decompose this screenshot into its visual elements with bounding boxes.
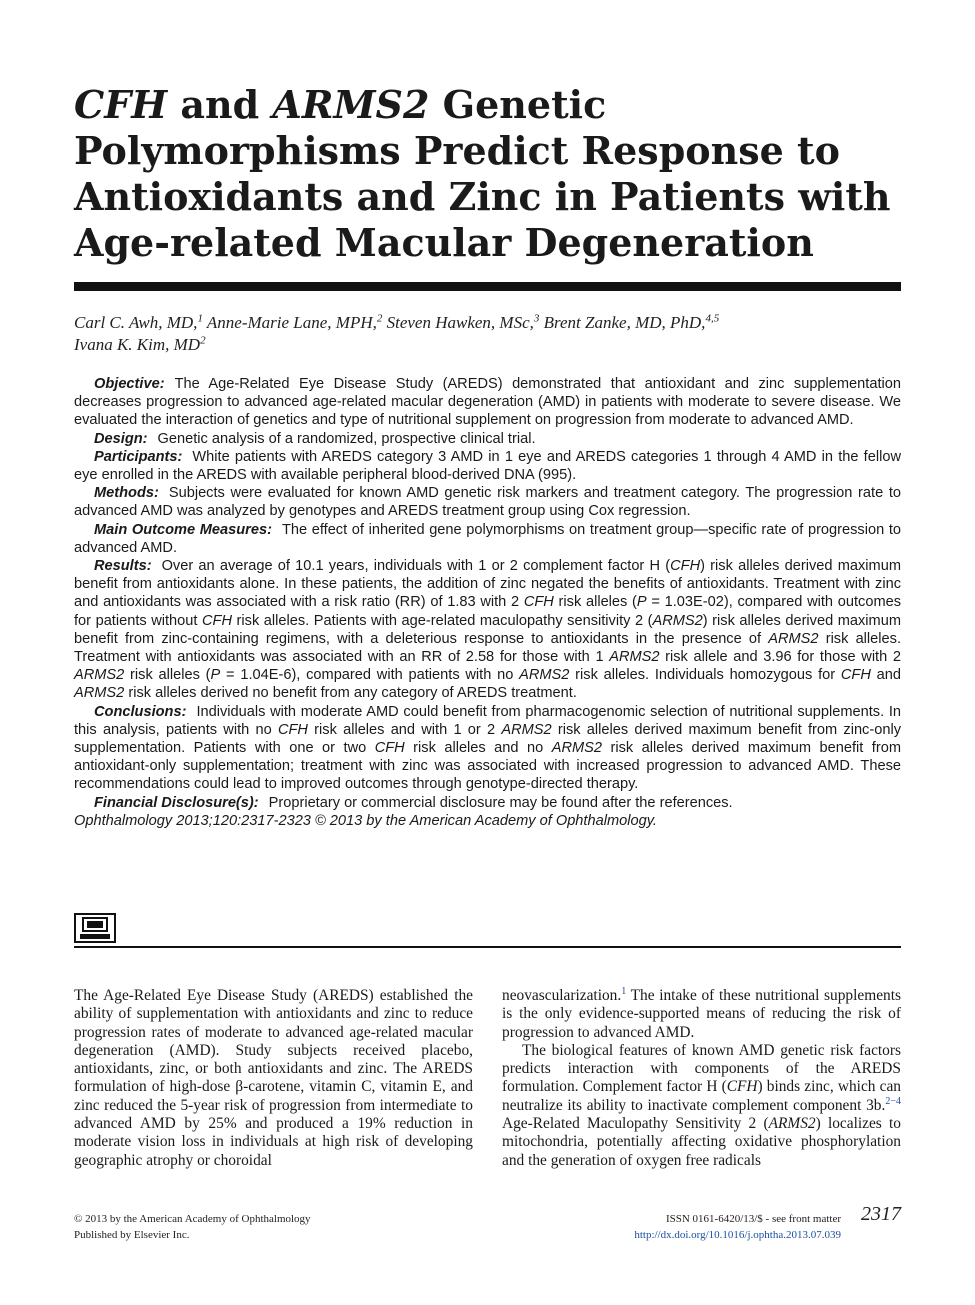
design-label: Design: [94, 430, 148, 447]
results-text: risk allele and 3.96 for those with 2 [659, 649, 901, 666]
conclusions-text: risk alleles and no [404, 740, 552, 757]
gene-term: ARMS2 [551, 740, 602, 757]
body-paragraph [502, 1042, 901, 1170]
results-text: risk alleles. Individuals homozygous for [569, 667, 841, 684]
gene-term: ARMS2 [74, 667, 125, 684]
results-text: = 1.04E-6), compared with patients with no [220, 667, 520, 684]
disclosure-label: Financial Disclosure(s): [94, 794, 259, 811]
body-text: The intake of these nutritional supplements is the only evidence-supported means of reducing the risk of progression to advanced AMD. [502, 987, 901, 1041]
results-text: risk alleles. Treatment with antioxidants was associated with an RR of 2.58 for those with 1 [74, 630, 901, 666]
title-and: and [167, 82, 273, 127]
gene-term: CFH [726, 1078, 758, 1096]
footer-copyright [74, 1211, 311, 1243]
page-number: 2317 [861, 1203, 901, 1225]
abstract-conclusions [74, 703, 901, 794]
author-affiliation: 3 [533, 312, 540, 325]
conclusions-text: risk alleles derived maximum benefit from zinc-only supplementation. Patients with one or two [74, 721, 901, 757]
methods-text: Subjects were evaluated for known AMD genetic risk markers and treatment category. The progression rate to advanced AMD was analyzed by genotypes and AREDS treatment group using Cox regression. [74, 485, 901, 520]
gene-term: ARMS2 [768, 1115, 816, 1133]
author-name: Carl C. Awh, MD, [74, 313, 198, 332]
design-text: Genetic analysis of a randomized, prospective clinical trial. [157, 430, 536, 447]
journal-citation: Ophthalmology 2013;120:2317-2323 © 2013 by the American Academy of Ophthalmology. [74, 812, 657, 829]
article-title [74, 82, 914, 266]
reference-link[interactable]: 1 [621, 985, 627, 997]
gene-term: ARMS2 [609, 649, 660, 666]
results-label: Results: [94, 558, 152, 575]
gene-term: CFH [277, 721, 308, 738]
conclusions-text: risk alleles derived maximum benefit from antioxidant-only supplementation; treatment with zinc was associated with increased progression to advanced AMD. These recommendations could lead to improved outcomes through genotype-directed therapy. [74, 740, 901, 793]
title-rest: Genetic Polymorphisms Predict Response to Antioxidants and Zinc in Patients with Age-related Macular Degeneration [74, 82, 891, 265]
conclusions-text: Individuals with moderate AMD could benefit from pharmacogenomic selection of nutritional supplements. In this analysis, patients with no [74, 703, 901, 738]
abstract [74, 375, 901, 830]
outcome-label: Main Outcome Measures: [94, 521, 272, 538]
gene-term: ARMS2 [519, 667, 570, 684]
author-name: Brent Zanke, MD, PhD, [543, 313, 706, 332]
issn-line: ISSN 0161-6420/13/$ - see front matter [665, 1213, 841, 1225]
abstract-divider [74, 946, 901, 948]
conclusions-label: Conclusions: [94, 703, 187, 720]
abstract-methods [74, 484, 901, 520]
participants-text: White patients with AREDS category 3 AMD in 1 eye and AREDS categories 1 through 4 AMD in the fellow eye enrolled in the AREDS with available peripheral blood-derived DNA (995). [74, 448, 901, 484]
body-column-right [502, 987, 901, 1170]
body-column-left [74, 987, 473, 1170]
gene-term: ARMS2 [74, 685, 125, 702]
author-name: Ivana K. Kim, MD [74, 335, 201, 354]
reference-link[interactable]: 2−4 [885, 1095, 901, 1107]
body-text: ) localizes to mitochondria, potentially affecting oxidative phosphorylation and the generation of oxygen free radicals [502, 1115, 901, 1169]
results-text: = 1.03E-02), compared with outcomes for patients without [74, 594, 902, 629]
methods-label: Methods: [94, 485, 159, 502]
results-text: risk alleles ( [553, 594, 637, 611]
author-affiliation: 1 [197, 312, 203, 325]
gene-term: ARMS2 [768, 630, 819, 647]
body-text: ) binds zinc, which can neutralize its ability to inactivate complement component 3b. [502, 1078, 901, 1114]
title-gene-arms2: ARMS2 [272, 82, 430, 127]
p-value-symbol: P [210, 667, 221, 684]
gene-term: ARMS2 [652, 612, 703, 629]
title-divider [74, 282, 901, 291]
objective-label: Objective: [94, 376, 165, 392]
author-name: Anne-Marie Lane, MPH, [206, 313, 377, 332]
author-affiliation: 4,5 [705, 312, 720, 325]
conclusions-text: risk alleles and with 1 or 2 [307, 721, 502, 738]
computer-icon[interactable] [74, 913, 116, 943]
results-text: Over an average of 10.1 years, individuals with 1 or 2 complement factor H ( [161, 558, 671, 575]
outcome-text: The effect of inherited gene polymorphisms on treatment group—specific rate of progression to advanced AMD. [74, 521, 902, 556]
abstract-objective [74, 375, 901, 430]
abstract-design [74, 430, 901, 448]
title-gene-cfh: CFH [74, 82, 168, 127]
results-text: ) risk alleles derived maximum benefit from zinc-containing regimens, with a deleterious response to antioxidants in the presence of [74, 612, 901, 647]
results-text: risk alleles derived no benefit from any category of AREDS treatment. [124, 685, 577, 702]
gene-term: CFH [840, 667, 871, 684]
body-paragraph: The Age-Related Eye Disease Study (AREDS) established the ability of supplementation with antioxidants and zinc to reduce progression rates of moderate to advanced age-related macular degeneration (AMD). Study subjects received placebo, antioxidants, zinc, or both antioxidants and zinc. The AREDS formulation of high-dose β-carotene, vitamin C, vitamin E, and zinc reduced the 5-year risk of progression from intermediate to advanced AMD by 25% and produced a 19% reduction in moderate vision loss in individuals at high risk of developing geographic atrophy or choroidal [74, 987, 473, 1169]
copyright-line: © 2013 by the American Academy of Ophthalmology [74, 1213, 311, 1225]
gene-term: ARMS2 [501, 721, 552, 738]
gene-term: CFH [670, 558, 701, 575]
body-text: Age-Related Maculopathy Sensitivity 2 ( [502, 1115, 769, 1133]
abstract-participants [74, 448, 901, 484]
author-affiliation: 2 [376, 312, 383, 325]
publisher-line: Published by Elsevier Inc. [74, 1229, 190, 1241]
abstract-results [74, 557, 901, 703]
results-text: risk alleles ( [124, 667, 211, 684]
author-affiliation: 2 [200, 334, 206, 347]
abstract-disclosure [74, 794, 901, 812]
gene-term: CFH [523, 594, 554, 611]
objective-text: The Age-Related Eye Disease Study (AREDS) demonstrated that antioxidant and zinc supplementation decreases progression to advanced age-related macular degeneration (AMD) in patients with moderate to severe disease. We evaluated the interaction of genetics and type of nutritional supplement on progression from moderate to advanced AMD. [74, 376, 901, 429]
participants-label: Participants: [94, 448, 183, 465]
doi-link[interactable]: http://dx.doi.org/10.1016/j.ophtha.2013.07.039 [634, 1229, 841, 1241]
abstract-outcome [74, 521, 901, 557]
gene-term: CFH [374, 740, 405, 757]
gene-term: CFH [202, 612, 233, 629]
author-list [74, 312, 901, 356]
body-paragraph [502, 987, 901, 1042]
disclosure-text: Proprietary or commercial disclosure may be found after the references. [268, 794, 733, 811]
results-text: risk alleles. Patients with age-related maculopathy sensitivity 2 ( [232, 612, 653, 629]
footer-identifiers [560, 1211, 841, 1243]
results-text: ) risk alleles derived maximum benefit from antioxidants alone. In these patients, the addition of zinc negated the benefits of antioxidants. Treatment with zinc and antioxidants was associated with a risk ratio (RR) of 1.83 with 2 [74, 558, 901, 611]
author-name: Steven Hawken, MSc, [386, 313, 534, 332]
body-text: neovascularization. [502, 987, 622, 1004]
results-text: and [870, 667, 902, 684]
p-value-symbol: P [636, 594, 647, 611]
body-text: The biological features of known AMD genetic risk factors predicts interaction with components of the AREDS formulation. Complement factor H ( [502, 1041, 901, 1096]
